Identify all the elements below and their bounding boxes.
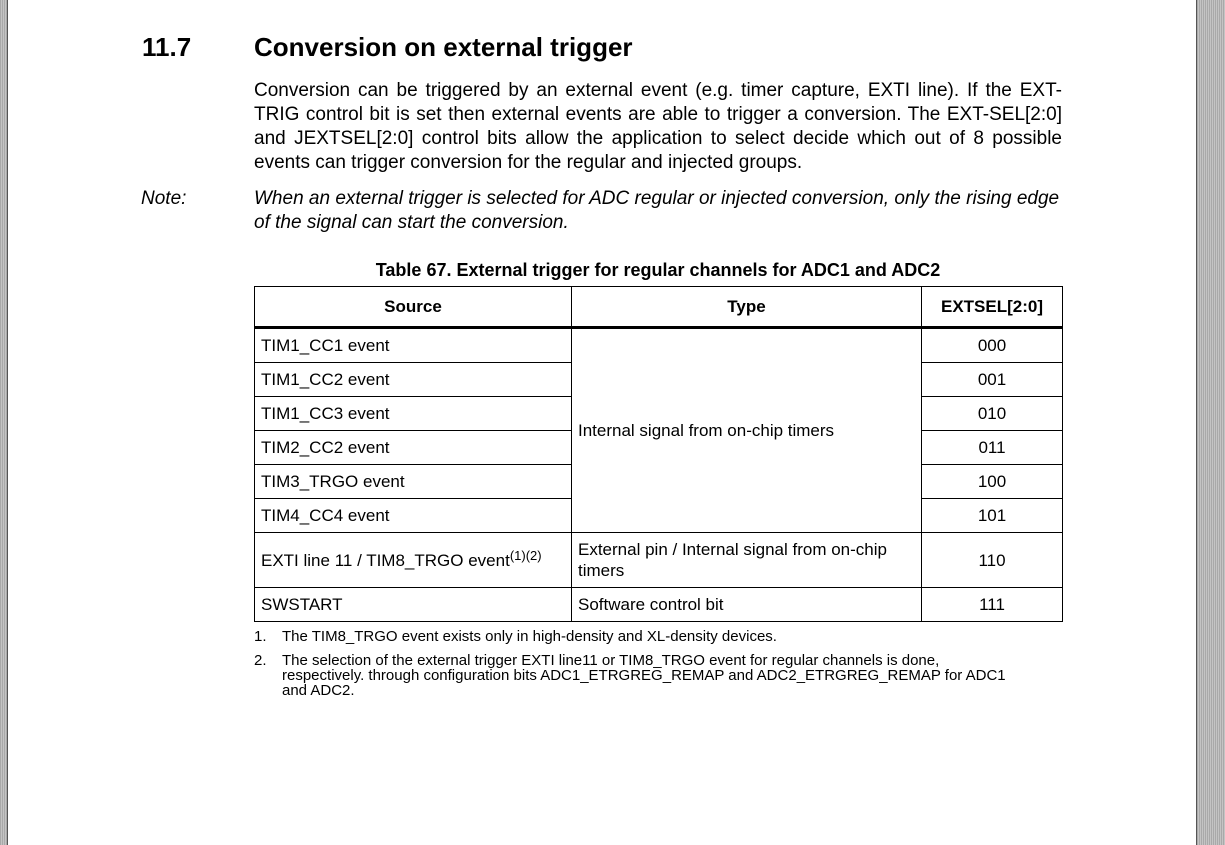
table-row bbox=[255, 533, 1063, 588]
type-cell: External pin / Internal signal from on-chip timers bbox=[572, 533, 922, 588]
header-type: Type bbox=[572, 287, 922, 328]
note-label: Note: bbox=[141, 188, 187, 209]
note-text: When an external trigger is selected for ADC regular or injected conversion, only the rising edge of the signal can start the conversion. bbox=[254, 188, 1060, 233]
viewer-right-border bbox=[1196, 0, 1225, 845]
extsel-cell: 000 bbox=[922, 328, 1063, 363]
table-header-row bbox=[255, 287, 1063, 328]
extsel-cell: 010 bbox=[922, 397, 1063, 431]
extsel-cell: 101 bbox=[922, 499, 1063, 533]
footnote-text: The TIM8_TRGO event exists only in high-density and XL-density devices. bbox=[282, 628, 777, 645]
section-number: 11.7 bbox=[142, 32, 192, 62]
table-footnotes bbox=[254, 629, 1024, 707]
extsel-cell: 100 bbox=[922, 465, 1063, 499]
source-cell bbox=[255, 533, 572, 588]
extsel-cell: 111 bbox=[922, 588, 1063, 622]
source-cell: SWSTART bbox=[255, 588, 572, 622]
source-text: EXTI line 11 / TIM8_TRGO event bbox=[261, 550, 510, 570]
body-paragraph: Conversion can be triggered by an external event (e.g. timer capture, EXTI line). If the EXT-TRIG control bit is set then external events are able to trigger a conversion. The EXT-SEL[2:0] and JEXTSEL[2:0] control bits allow the application to select decide which out of 8 possible events can trigger conversion for the regular and injected groups. bbox=[254, 80, 1062, 173]
source-cell: TIM3_TRGO event bbox=[255, 465, 572, 499]
footnote-number: 2. bbox=[254, 652, 267, 669]
source-cell: TIM1_CC3 event bbox=[255, 397, 572, 431]
extsel-cell: 110 bbox=[922, 533, 1063, 588]
source-cell: TIM4_CC4 event bbox=[255, 499, 572, 533]
footnote-ref[interactable]: (1)(2) bbox=[509, 547, 542, 563]
extsel-cell: 001 bbox=[922, 363, 1063, 397]
table-row bbox=[255, 588, 1063, 622]
table-caption: Table 67. External trigger for regular channels for ADC1 and ADC2 bbox=[375, 260, 941, 280]
type-cell: Software control bit bbox=[572, 588, 922, 622]
viewer-left-border bbox=[0, 0, 8, 845]
trigger-table bbox=[254, 286, 1063, 622]
header-extsel: EXTSEL[2:0] bbox=[922, 287, 1063, 328]
source-cell: TIM1_CC1 event bbox=[255, 328, 572, 363]
footnote-number: 1. bbox=[254, 628, 267, 645]
source-cell: TIM1_CC2 event bbox=[255, 363, 572, 397]
type-cell-merged: Internal signal from on-chip timers bbox=[572, 328, 922, 533]
footnote bbox=[254, 653, 1024, 698]
header-source: Source bbox=[255, 287, 572, 328]
footnote-text: The selection of the external trigger EXTI line11 or TIM8_TRGO event for regular channels is done, respectively. through configuration bits ADC1_ETRGREG_REMAP and ADC2_ETRGREG_REMAP for ADC1 and ADC2. bbox=[282, 652, 1006, 699]
extsel-cell: 011 bbox=[922, 431, 1063, 465]
section-title: Conversion on external trigger bbox=[254, 32, 633, 62]
footnote bbox=[254, 629, 1024, 644]
source-cell: TIM2_CC2 event bbox=[255, 431, 572, 465]
table-row bbox=[255, 328, 1063, 363]
